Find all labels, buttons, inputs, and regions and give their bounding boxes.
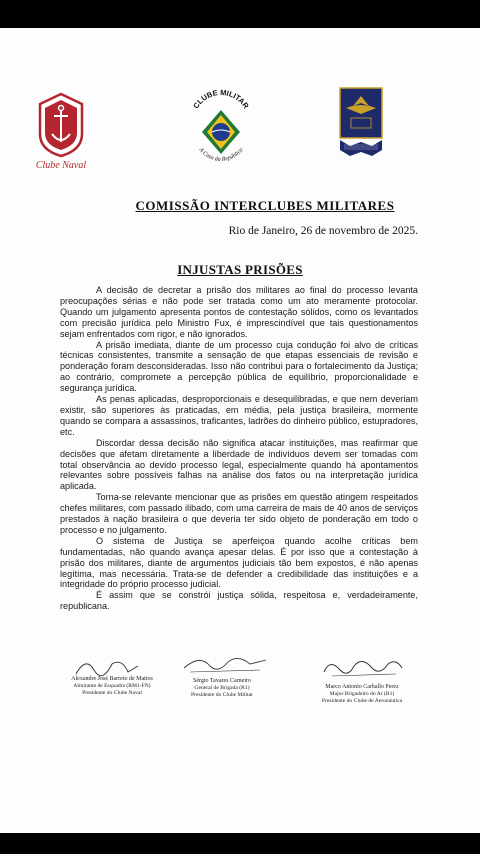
- signatory-role: Presidente do Clube Naval: [82, 689, 142, 696]
- clube-aeronautica-logo: [336, 84, 386, 170]
- clube-militar-logo: [184, 82, 258, 180]
- paragraph: As penas aplicadas, desproporcionais e desequilibradas, e que nem deveriam existir, são superiores às praticadas, em média, pela justiça brasileira, mormente quando se compara a assassinos, traficantes, ladrões do dinheiro público, estupradores, etc.: [60, 394, 418, 437]
- signatory-name: Sérgio Tavares Carneiro: [192, 678, 251, 684]
- signatory-role: Presidente do Clube Militar: [191, 691, 253, 698]
- signatory-name: Alexandre José Barreto de Mattos: [71, 676, 153, 682]
- paragraph: Torna-se relevante mencionar que as prisões em questão atingem respeitados chefes militares, com passado ilibado, com uma carreira de mais de 40 anos de serviços prestados à nação brasileira o que deveria ter sido objeto de ponderação em todo o processo e no julgamento.: [60, 492, 418, 535]
- signature-scribble: [318, 652, 408, 684]
- signatory-rank: Almirante de Esquadra (RM1-FN): [73, 683, 151, 689]
- clube-militar-wordmark: CLUBE MILITAR: [191, 87, 251, 111]
- paragraph: A prisão imediata, diante de um processo cuja condução foi alvo de críticas técnicas consistentes, transmite a sensação de que etapas essenciais de revisão e ponderação foram desconsideradas. Isso não contribui para o fortalecimento da Justiça; ao contrário, compromete a percepção pública de equilíbrio, proporcionalidade e segurança jurídica.: [60, 339, 418, 394]
- clube-naval-wordmark: Clube Naval: [35, 160, 87, 171]
- signatory-role: Presidente do Clube de Aeronáutica: [321, 697, 403, 704]
- clube-militar-motto: A Casa da República: [197, 147, 245, 163]
- signature-block-militar: [170, 678, 274, 699]
- paragraph: É assim que se constrói justiça sólida, respeitosa e, verdadeiramente, republicana.: [60, 590, 418, 612]
- signatory-rank: General de Brigada (R1): [194, 685, 250, 691]
- svg-text:CLUBE MILITAR: [191, 88, 251, 111]
- signature-block-aeronautica: [310, 684, 414, 705]
- clube-naval-logo: [32, 90, 90, 172]
- commission-title: COMISSÃO INTERCLUBES MILITARES: [135, 198, 395, 213]
- letter-body: [60, 285, 418, 612]
- paragraph: A decisão de decretar a prisão dos militares ao final do processo levanta preocupações sérias e não pode ser tratada como um ato meramente protocolar. Quando um julgamento apresenta pontos de contestação sólidos, como os levantados com precisão jurídica pelo Ministro Fux, é imprescindível que tais questionamentos sejam enfrentados com rigor, e não ignorados.: [60, 285, 418, 339]
- signatory-rank: Major Brigadeiro do Ar (R1): [329, 691, 395, 697]
- place-date: Rio de Janeiro, 26 de novembro de 2025.: [228, 225, 418, 237]
- signatory-name: Marco Antonio Carballo Perez: [325, 684, 399, 690]
- signature-scribble: [180, 652, 270, 680]
- paragraph: Discordar dessa decisão não significa atacar instituições, mas reafirmar que decisões que afetam diretamente a liberdade de indivíduos devem ser tomadas com total observância ao devido processo legal, especialmente quando há apontamentos relevantes sobre possíveis falhas na análise dos fatos ou na interpretação jurídica aplicada.: [60, 437, 418, 492]
- signature-block-naval: [60, 676, 164, 697]
- document-title: INJUSTAS PRISÕES: [177, 262, 303, 277]
- paragraph: O sistema de Justiça se aperfeiçoa quando acolhe críticas bem fundamentadas, não quando avança apesar delas. É por isso que a contestação à prisão dos militares, diante de argumentos judiciais tão bem expostos, é não apenas legítima, mas necessária. Trata-se de defender a credibilidade das instituições e a integridade do próprio processo judicial.: [60, 535, 418, 590]
